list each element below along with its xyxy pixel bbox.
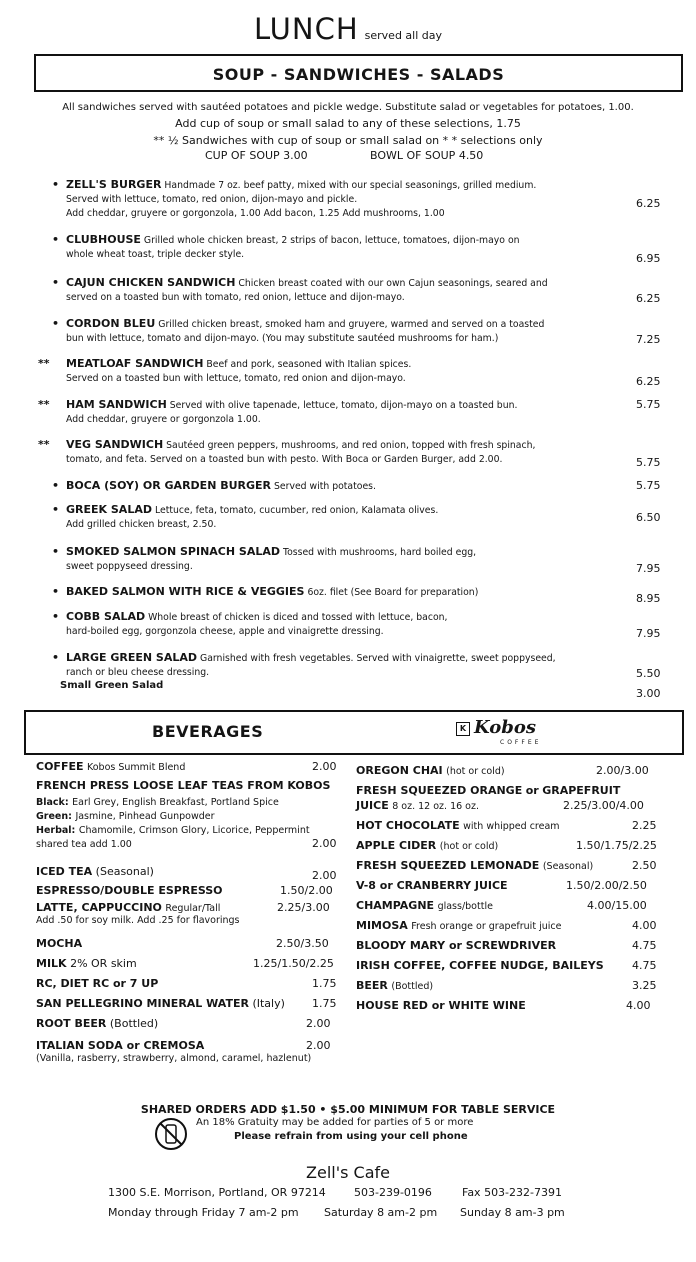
beverage-note: Jasmine, Pinhead Gunpowder (75, 811, 215, 822)
menu-item-desc: Handmade 7 oz. beef patty, mixed with our special seasonings, grilled medium. (164, 180, 537, 191)
beverage-name-2: GRAPEFRUIT (542, 784, 621, 797)
menu-item-text (66, 357, 626, 386)
small-green-salad-price: 3.00 (636, 687, 661, 700)
menu-item-name: COBB SALAD (66, 610, 146, 623)
menu-item-text (66, 503, 626, 532)
menu-item-text (66, 276, 626, 305)
menu-item-text (66, 178, 626, 221)
beverage-name: LATTE, CAPPUCCINO (36, 901, 162, 914)
beverage-name: HOT CHOCOLATE (356, 819, 460, 832)
beverage-note: 8 oz. 12 oz. 16 oz. (392, 801, 479, 812)
beverage-note: Regular/Tall (165, 903, 221, 914)
half-sandwich-marker: ** (38, 438, 50, 451)
beverage-item (36, 1016, 346, 1031)
menu-item-desc-line: whole wheat toast, triple decker style. (66, 249, 245, 260)
menu-item-name: LARGE GREEN SALAD (66, 651, 198, 664)
beverage-item (36, 976, 346, 991)
menu-item-desc: Grilled whole chicken breast, 2 strips of bacon, lettuce, tomatoes, dijon-mayo on (143, 235, 520, 246)
menu-item-text (66, 438, 626, 467)
beverage-item (356, 938, 686, 953)
menu-item-price: 5.50 (636, 667, 661, 680)
beverage-note: shared tea add 1.00 (36, 839, 132, 850)
gratuity-note: An 18% Gratuity may be added for parties of 5 or more (196, 1117, 474, 1128)
no-cell-phone-icon (154, 1117, 188, 1151)
menu-item-price: 6.50 (636, 511, 661, 524)
section-title: SOUP - SANDWICHES - SALADS (212, 65, 505, 84)
menu-item-name: BOCA (SOY) OR GARDEN BURGER (66, 479, 272, 492)
menu-item-price: 8.95 (636, 592, 661, 605)
intro-line-2: Add cup of soup or small salad to any of these selections, 1.75 (175, 117, 521, 130)
beverage-name: IRISH COFFEE, COFFEE NUDGE, BAILEYS (356, 959, 604, 972)
bullet-icon: • (52, 178, 60, 191)
menu-item-desc-line: Add grilled chicken breast, 2.50. (66, 519, 217, 530)
beverage-name: ROOT BEER (36, 1017, 107, 1030)
menu-title (0, 12, 696, 46)
title-subtitle: served all day (364, 29, 443, 42)
menu-item-text (66, 233, 626, 262)
beverage-item (356, 838, 686, 854)
beverage-item (356, 878, 686, 893)
cell-phone-note: Please refrain from using your cell phone (234, 1131, 468, 1142)
beverage-price: 2.00 (312, 837, 337, 850)
beverage-name: BLOODY MARY or SCREWDRIVER (356, 939, 557, 952)
menu-item-price: 7.95 (636, 627, 661, 640)
beverages-title: BEVERAGES (152, 722, 264, 741)
menu-item-desc: Beef and pork, seasoned with Italian spices. (206, 359, 412, 370)
menu-item-desc-line: sweet poppyseed dressing. (66, 561, 193, 572)
kobos-logo-coffee: COFFEE (500, 739, 542, 746)
hours-sunday: Sunday 8 am-3 pm (460, 1206, 565, 1219)
beverage-item (356, 798, 686, 814)
beverage-name: FRENCH PRESS LOOSE LEAF TEAS FROM KOBOS (36, 779, 331, 792)
beverage-name: BEER (356, 979, 388, 992)
beverage-price: 4.00 (626, 999, 651, 1012)
beverage-price: 4.75 (632, 959, 657, 972)
bullet-icon: • (52, 545, 60, 558)
beverage-name: MIMOSA (356, 919, 408, 932)
beverage-name: MOCHA (36, 937, 83, 950)
beverages-header-box (24, 710, 684, 755)
beverage-price: 2.00 (312, 760, 337, 773)
beverage-item (36, 759, 346, 775)
beverage-note: Chamomile, Crimson Glory, Licorice, Peppermint (78, 825, 310, 836)
kobos-logo-mark-icon: K (456, 722, 470, 736)
cafe-phone: 503-239-0196 (354, 1186, 432, 1199)
cafe-name: Zell's Cafe (306, 1163, 390, 1182)
menu-item-name: SMOKED SALMON SPINACH SALAD (66, 545, 280, 558)
kobos-logo (456, 719, 576, 747)
beverage-price: 1.25/1.50/2.25 (253, 957, 334, 970)
menu-item-desc-line: Served on a toasted bun with lettuce, tomato, red onion and dijon-mayo. (66, 373, 406, 384)
bowl-of-soup: BOWL OF SOUP 4.50 (370, 149, 484, 162)
menu-item-price: 7.25 (636, 333, 661, 346)
bullet-icon: • (52, 276, 60, 289)
beverage-name: Black: (36, 797, 69, 808)
beverage-note: Fresh orange or grapefruit juice (411, 921, 562, 932)
menu-item-text (66, 479, 626, 494)
small-green-salad (60, 680, 163, 691)
beverage-item (356, 783, 686, 798)
menu-item-price: 5.75 (636, 398, 661, 411)
beverage-item (36, 1050, 346, 1066)
beverage-price: 2.25/3.00/4.00 (563, 799, 644, 812)
menu-item-desc: Whole breast of chicken is diced and tossed with lettuce, bacon, (148, 612, 448, 623)
menu-item-text (66, 610, 626, 639)
intro-line-3: ** ½ Sandwiches with cup of soup or small salad on * * selections only (153, 134, 543, 147)
beverage-item (356, 978, 686, 994)
menu-item-price: 6.25 (636, 197, 661, 210)
beverage-name: V-8 or CRANBERRY JUICE (356, 879, 508, 892)
beverage-price: 2.25 (632, 819, 657, 832)
beverage-item (356, 898, 686, 914)
shared-orders-note: SHARED ORDERS ADD $1.50 • $5.00 MINIMUM FOR TABLE SERVICE (140, 1103, 556, 1116)
beverage-note: Kobos Summit Blend (86, 762, 186, 773)
bullet-icon: • (52, 479, 60, 492)
beverage-name: SAN PELLEGRINO MINERAL WATER (36, 997, 249, 1010)
menu-item-desc: Served with potatoes. (274, 481, 376, 492)
section-header-box (34, 54, 683, 92)
menu-item-name: CORDON BLEU (66, 317, 156, 330)
beverage-note: glass/bottle (437, 901, 493, 912)
beverage-note: (Italy) (252, 997, 285, 1010)
beverage-note: (Vanilla, rasberry, strawberry, almond, caramel, hazlenut) (36, 1053, 312, 1064)
beverage-item (356, 818, 686, 834)
beverage-name: RC, DIET RC or 7 UP (36, 977, 159, 990)
menu-item-price: 5.75 (636, 456, 661, 469)
beverage-price: 2.25/3.00 (277, 901, 330, 914)
beverage-price: 2.50 (632, 859, 657, 872)
menu-item-desc: 6oz. filet (See Board for preparation) (307, 587, 479, 598)
beverage-item (36, 912, 346, 928)
beverage-name: FRESH SQUEEZED ORANGE (356, 784, 523, 797)
menu-item-name: ZELL'S BURGER (66, 178, 162, 191)
menu-item-desc: Chicken breast coated with our own Cajun seasonings, seared and (238, 278, 548, 289)
beverage-price: 2.00 (306, 1039, 331, 1052)
beverage-item (36, 956, 346, 971)
beverage-note: (Seasonal) (542, 861, 594, 872)
menu-item-desc: Tossed with mushrooms, hard boiled egg, (282, 547, 477, 558)
beverage-name: Herbal: (36, 825, 76, 836)
beverage-note: (hot or cold) (446, 766, 505, 777)
beverage-name: FRESH SQUEEZED LEMONADE (356, 859, 540, 872)
beverage-item (36, 883, 346, 898)
bullet-icon: • (52, 317, 60, 330)
beverage-price: 4.00 (632, 919, 657, 932)
menu-item-name: HAM SANDWICH (66, 398, 167, 411)
menu-item-name: BAKED SALMON WITH RICE & VEGGIES (66, 585, 305, 598)
menu-item-desc-line: Add cheddar, gruyere or gorgonzola, 1.00 Add bacon, 1.25 Add mushrooms, 1.00 (66, 208, 445, 219)
beverage-name: COFFEE (36, 760, 84, 773)
cafe-address: 1300 S.E. Morrison, Portland, OR 97214 (108, 1186, 326, 1199)
menu-item-desc-line: Served with lettuce, tomato, red onion, dijon-mayo and pickle. (66, 194, 358, 205)
beverage-note: 2% OR skim (70, 957, 137, 970)
beverage-note: with whipped cream (463, 821, 560, 832)
bullet-icon: • (52, 233, 60, 246)
menu-item-price: 6.25 (636, 375, 661, 388)
menu-item-desc-line: ranch or bleu cheese dressing. (66, 667, 210, 678)
beverage-note: Earl Grey, English Breakfast, Portland Spice (72, 797, 279, 808)
menu-item-text (66, 398, 626, 427)
beverage-name: HOUSE RED or WHITE WINE (356, 999, 526, 1012)
beverage-item (36, 836, 346, 852)
beverage-name: JUICE (356, 799, 389, 812)
menu-item-desc-line: Add cheddar, gruyere or gorgonzola 1.00. (66, 414, 261, 425)
half-sandwich-marker: ** (38, 398, 50, 411)
beverage-note: (Bottled) (391, 981, 434, 992)
beverage-price: 2.00/3.00 (596, 764, 649, 777)
beverage-price: 1.75 (312, 997, 337, 1010)
menu-item-desc: Served with olive tapenade, lettuce, tomato, dijon-mayo on a toasted bun. (169, 400, 518, 411)
beverage-price: 3.25 (632, 979, 657, 992)
bullet-icon: • (52, 503, 60, 516)
menu-item-text (66, 545, 626, 574)
half-sandwich-marker: ** (38, 357, 50, 370)
menu-item-text (66, 651, 626, 680)
menu-item-name: VEG SANDWICH (66, 438, 164, 451)
beverage-price: 1.75 (312, 977, 337, 990)
small-green-salad-name: Small Green Salad (60, 680, 164, 691)
beverage-name: OREGON CHAI (356, 764, 443, 777)
beverage-price: 2.00 (312, 869, 337, 882)
cup-of-soup: CUP OF SOUP 3.00 (205, 149, 308, 162)
beverage-note: (hot or cold) (439, 841, 499, 852)
beverage-note: (Bottled) (109, 1017, 159, 1030)
menu-item-price: 5.75 (636, 479, 661, 492)
beverage-item (36, 936, 346, 951)
beverage-price: 4.00/15.00 (587, 899, 647, 912)
title-text: LUNCH (253, 12, 359, 46)
menu-item-price: 6.25 (636, 292, 661, 305)
menu-item-desc-line: bun with lettuce, tomato and dijon-mayo. (You may substitute sautéed mushrooms for ham.) (66, 333, 499, 344)
cafe-fax: Fax 503-232-7391 (462, 1186, 562, 1199)
menu-item-desc: Garnished with fresh vegetables. Served with vinaigrette, sweet poppyseed, (200, 653, 556, 664)
beverage-name: MILK (36, 957, 67, 970)
beverage-price: 2.00 (306, 1017, 331, 1030)
beverage-item (356, 858, 686, 874)
bullet-icon: • (52, 651, 60, 664)
menu-item-desc: Sautéed green peppers, mushrooms, and red onion, topped with fresh spinach, (166, 440, 536, 451)
beverage-item (36, 778, 346, 793)
beverage-price: 2.50/3.50 (276, 937, 329, 950)
beverage-item (36, 996, 346, 1011)
beverage-price: 4.75 (632, 939, 657, 952)
menu-item-desc-line: hard-boiled egg, gorgonzola cheese, apple and vinaigrette dressing. (66, 626, 384, 637)
menu-item-name: MEATLOAF SANDWICH (66, 357, 204, 370)
beverage-name: APPLE CIDER (356, 839, 437, 852)
beverage-price: 1.50/2.00 (280, 884, 333, 897)
menu-item-name: CLUBHOUSE (66, 233, 141, 246)
beverage-name: Green: (36, 811, 72, 822)
beverage-note: or (525, 784, 539, 797)
menu-item-desc-line: served on a toasted bun with tomato, red onion, lettuce and dijon-mayo. (66, 292, 405, 303)
bullet-icon: • (52, 585, 60, 598)
menu-item-text (66, 317, 626, 346)
menu-item-name: CAJUN CHICKEN SANDWICH (66, 276, 236, 289)
menu-item-text (66, 585, 626, 600)
menu-item-desc: Lettuce, feta, tomato, cucumber, red onion, Kalamata olives. (154, 505, 439, 516)
hours-weekday: Monday through Friday 7 am-2 pm (108, 1206, 299, 1219)
beverage-item (356, 763, 686, 779)
beverage-note: (Seasonal) (95, 865, 154, 878)
beverage-item (36, 864, 346, 882)
beverage-note: Add .50 for soy milk. Add .25 for flavorings (36, 915, 240, 926)
menu-item-price: 6.95 (636, 252, 661, 265)
hours-saturday: Saturday 8 am-2 pm (324, 1206, 438, 1219)
bullet-icon: • (52, 610, 60, 623)
beverage-item (356, 958, 686, 973)
menu-item-price: 7.95 (636, 562, 661, 575)
beverage-price: 1.50/2.00/2.50 (566, 879, 647, 892)
beverage-name: ESPRESSO/DOUBLE ESPRESSO (36, 884, 223, 897)
intro-line-1: All sandwiches served with sautéed potatoes and pickle wedge. Substitute salad or vegetables for potatoes, 1.00. (62, 102, 634, 113)
beverage-price: 1.50/1.75/2.25 (576, 839, 657, 852)
beverage-name: CHAMPAGNE (356, 899, 435, 912)
beverage-item (356, 918, 686, 934)
kobos-logo-word: Kobos (474, 717, 536, 738)
menu-item-name: GREEK SALAD (66, 503, 152, 516)
menu-item-desc-line: tomato, and feta. Served on a toasted bun with pesto. With Boca or Garden Burger, add 2.00. (66, 454, 503, 465)
beverage-name: ITALIAN SODA or CREMOSA (36, 1039, 205, 1052)
menu-item-desc: Grilled chicken breast, smoked ham and gruyere, warmed and served on a toasted (158, 319, 545, 330)
beverage-name: ICED TEA (36, 865, 93, 878)
beverage-item (356, 998, 686, 1013)
